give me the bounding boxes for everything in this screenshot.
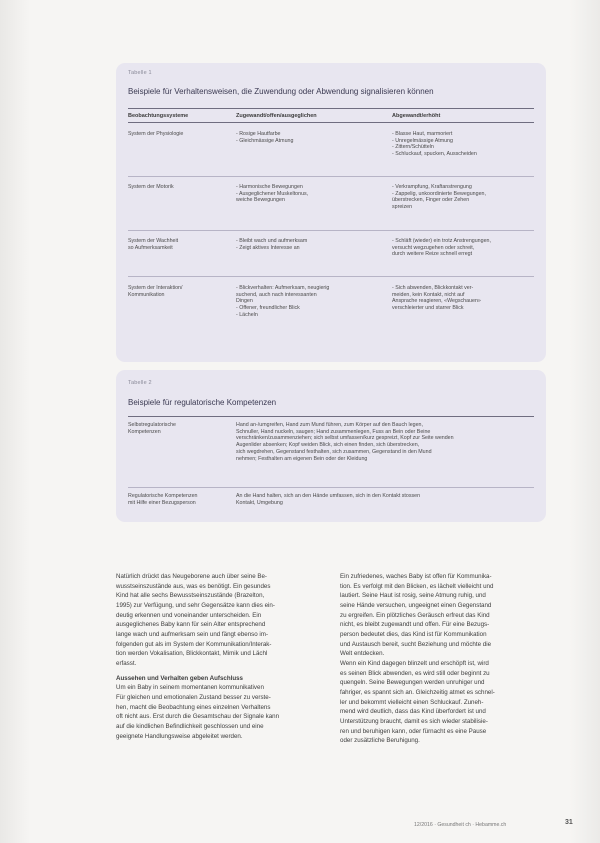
section-heading: Aussehen und Verhalten geben Aufschluss — [116, 674, 243, 682]
table-1-row-rule — [128, 276, 534, 277]
table-1-header-rule — [128, 122, 534, 123]
table-2-top-rule — [128, 416, 534, 417]
table-1-row-3-toward: - Bleibt wach und aufmerksam - Zeigt aktives Interesse an — [236, 238, 308, 251]
table-2-tag: Tabelle 2 — [128, 380, 152, 386]
table-2-row-1-label: Selbstregulatorische Kompetenzen — [128, 422, 176, 435]
table-1-row-3-away: - Schläft (wieder) ein trotz Anstrengungen, versucht wegzugehen oder schreit, durch weitere Reize schnell erregt — [392, 238, 491, 258]
table-1-row-1-toward: - Rosige Hautfarbe - Gleichmässige Atmung — [236, 131, 294, 144]
body-column-left — [116, 572, 330, 741]
body-paragraph: Ein zufriedenes, waches Baby ist offen für Kommunika- tion. Es verfolgt mit den Blicken, es lächelt vielleicht und lautiert. Seine Haut ist rosig, seine Atmung ruhig, und seine Hände versuchen, ungeeignet einen Gegenstand zu ergreifen. Ein plötzliches Geräusch erfreut das Kind nicht, es bleibt zugewandt und offen. Für eine Bezugs- person bedeutet dies, das Kind ist für Kommunikation und Austausch bereit, sucht Beziehung und möchte die Welt entdecken. Wenn ein Kind dagegen blinzelt und erschöpft ist, wird es seinen Blick abwenden, es wird still oder beginnt zu quengeln. Seine Bewegungen werden unruhiger und fahriger, es spannt sich an. Gleichzeitig atmet es schnel- ler und bekommt vielleicht einen Schluckauf. Zuneh- mend wird deutlich, dass das Kind überfordert ist und Unterstützung braucht, damit es sich wieder stabilisie- ren und beruhigen kann, oder fürnacht es eine Pause oder zusätzliche Beruhigung. — [340, 573, 495, 745]
table-1-row-rule — [128, 176, 534, 177]
table-1-row-2-toward: - Harmonische Bewegungen - Ausgeglichener Muskeltonus, weiche Bewegungen — [236, 184, 309, 204]
table-1-top-rule — [128, 108, 534, 109]
table-1-row-4-system: System der Interaktion/ Kommunikation — [128, 285, 183, 298]
body-paragraph: Natürlich drückt das Neugeborene auch über seine Be- wusstseinszustände aus, was es benötigt. Ein gesundes Kind hat alle sechs Bewusstseinszustände (Brazelton, 1995) zur Verfügung, und sehr Gegensätze kann dies ein- deutig erkennen und voneinander unterscheiden. Ein ausgeglichenes Baby kann für sein Alter entsprechend lange wach und aufmerksam sein und fängt ebenso im- folgenden gut als im System der Kommunikation/Interak- tion werden Vokalisation, Blickkontakt, Mimik und Lächl erfasst. — [116, 573, 275, 667]
table-1-title: Beispiele für Verhaltensweisen, die Zuwendung oder Abwendung signalisieren können — [128, 87, 434, 96]
table-1-row-2-system: System der Motorik — [128, 184, 174, 190]
table-2-title: Beispiele für regulatorische Kompetenzen — [128, 398, 277, 407]
table-1-row-4-away: - Sich abwenden, Blickkontakt ver- meiden, kein Kontakt, nicht auf Ansprache reagieren, «Wegschauen» verschleierter und starrer Blick — [392, 285, 481, 312]
table-1-row-4-toward: - Blickverhalten: Aufmerksam, neugierig suchend, auch nach interessanten Dingen - Offener, freundlicher Blick - Lächeln — [236, 285, 330, 318]
table-2-row-rule — [128, 487, 534, 488]
table-2-box — [116, 370, 546, 522]
table-1-row-2-away: - Verkrampfung, Kraftanstrengung - Zappelig, unkoordinierte Bewegungen, überstrecken, Finger oder Zehen spreizen — [392, 184, 486, 211]
table-1-row-rule — [128, 230, 534, 231]
body-column-right — [340, 572, 546, 746]
table-1-row-3-system: System der Wachheit so Aufmerksamkeit — [128, 238, 179, 251]
body-paragraph: Um ein Baby in seinem momentanen kommunikativen Für gleichen und emotionalen Zustand besser zu verste- hen, macht die Beobachtung eines einzelnen Verhaltens oft nicht aus. Erst durch die Gesamtschau der Signale kann auf die kindlichen Befindlichkeit geschlossen und eine geeignete Handlungsweise abgeleitet werden. — [116, 684, 280, 740]
table-1-box — [116, 63, 546, 362]
table-2-row-1-text: Hand an-/umgreifen, Hand zum Mund führen, zum Körper auf den Bauch legen, Schnuller, Hand nuckeln, saugen; Hand zusammenlegen, Fuss an Bein oder Beine verschränken/zusammenziehen; sich selbst umfassen/kurz gespreizt, Kopf zur Seite wenden Augenlider absenken; Kopf weiden Blick, sich einen finden, sich überstrecken, sich wegdrehen, Gegenstand festhalten, sich zusammen, Gegenstand in den Mund nehmen; Festhalten am eigenen Bein oder der Kleidung — [236, 422, 454, 462]
table-1-header-toward: Zugewandt/offen/ausgeglichen — [236, 113, 317, 119]
table-1-header-system: Beobachtungssysteme — [128, 113, 189, 119]
table-2-row-2-text: An die Hand halten, sich an den Hände umfassen, sich in den Kontakt stossen Kontakt, Umgebung — [236, 493, 421, 506]
table-1-row-1-away: - Blasse Haut, marmoriert - Unregelmässige Atmung - Zittern/Schütteln - Schluckauf, spucken, Ausscheiden — [392, 131, 477, 158]
table-1-row-1-system: System der Physiologie — [128, 131, 184, 137]
table-1-tag: Tabelle 1 — [128, 70, 152, 76]
table-1-header-away: Abgewandt/erhöht — [392, 113, 441, 119]
page-footer: 12/2016 · Gesundheit ch · Hebamme.ch — [414, 822, 507, 828]
page-number: 31 — [565, 819, 573, 826]
table-2-row-2-label: Regulatorische Kompetenzen mit Hilfe einer Bezugsperson — [128, 493, 198, 506]
